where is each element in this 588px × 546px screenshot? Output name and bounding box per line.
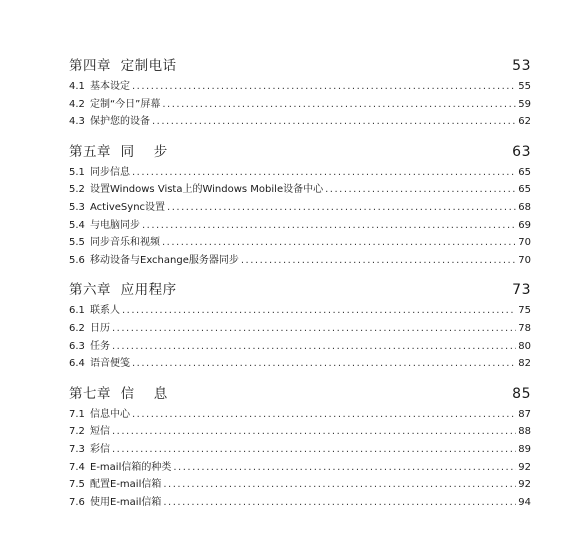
section-number: 4.2 [69, 98, 85, 110]
toc-entry[interactable] [69, 320, 531, 338]
chapter-heading[interactable] [69, 278, 531, 302]
section-number: 5.4 [69, 219, 85, 231]
section-title: 联系人 [90, 305, 120, 317]
dot-leader [132, 164, 516, 182]
section-page-number: 70 [518, 254, 531, 266]
chapter-title: 第六章 应用程序 [69, 282, 177, 299]
dot-leader [241, 252, 516, 270]
section-number: 4.3 [69, 116, 85, 128]
section-number: 6.3 [69, 340, 85, 352]
dot-leader [142, 217, 516, 235]
section-title: ActiveSync设置 [90, 201, 166, 213]
section-number: 6.1 [69, 305, 85, 317]
section-number: 6.4 [69, 358, 85, 370]
toc-entry[interactable] [69, 476, 531, 494]
section-number: 7.5 [69, 479, 85, 491]
section-title: 同步音乐和视频 [90, 237, 160, 249]
section-title: 短信 [90, 426, 110, 438]
section-page-number: 68 [518, 201, 531, 213]
dot-leader [162, 96, 516, 114]
section-title: 语音便笺 [90, 358, 130, 370]
chapter-title: 第四章 定制电话 [69, 58, 177, 74]
section-number: 5.3 [69, 201, 85, 213]
section-page-number: 87 [518, 408, 531, 420]
chapter-page-number: 73 [512, 282, 531, 299]
section-number: 5.2 [69, 184, 85, 196]
section-page-number: 75 [518, 305, 531, 317]
toc-entry[interactable] [69, 181, 531, 199]
section-page-number: 65 [518, 184, 531, 196]
section-page-number: 78 [518, 322, 531, 334]
dot-leader [163, 494, 516, 512]
section-title: 保护您的设备 [90, 116, 150, 128]
section-page-number: 70 [518, 237, 531, 249]
chapter-page-number: 53 [512, 58, 531, 74]
section-title: 配置E-mail信箱 [90, 479, 162, 491]
section-title: 基本设定 [90, 81, 130, 92]
section-number: 7.1 [69, 408, 85, 420]
section-title: 任务 [90, 340, 110, 352]
section-title: 彩信 [90, 443, 110, 455]
toc-entry[interactable] [69, 78, 531, 96]
section-number: 4.1 [69, 81, 85, 92]
section-title: 日历 [90, 322, 110, 334]
table-of-contents [69, 54, 531, 520]
chapter-heading[interactable] [69, 54, 531, 78]
toc-entry[interactable] [69, 252, 531, 270]
chapter-page-number: 63 [512, 143, 531, 160]
section-number: 5.1 [69, 166, 85, 178]
section-title: 使用E-mail信箱 [90, 496, 162, 508]
toc-entry[interactable] [69, 217, 531, 235]
toc-entry[interactable] [69, 113, 531, 131]
section-page-number: 89 [518, 443, 531, 455]
section-page-number: 55 [518, 81, 531, 92]
chapter-heading[interactable] [69, 382, 531, 406]
section-page-number: 62 [518, 116, 531, 128]
toc-entry[interactable] [69, 199, 531, 217]
section-number: 7.6 [69, 496, 85, 508]
section-title: E-mail信箱的种类 [90, 461, 172, 473]
toc-entry[interactable] [69, 459, 531, 477]
section-page-number: 82 [518, 358, 531, 370]
toc-entry[interactable] [69, 164, 531, 182]
toc-chapter-group [69, 140, 531, 270]
dot-leader [167, 199, 516, 217]
chapter-title: 第五章 同 步 [69, 143, 168, 160]
dot-leader [132, 406, 516, 424]
dot-leader [173, 459, 516, 477]
toc-chapter-group [69, 382, 531, 512]
dot-leader [122, 302, 516, 320]
section-page-number: 69 [518, 219, 531, 231]
section-number: 7.2 [69, 426, 85, 438]
dot-leader [112, 441, 516, 459]
section-title: 移动设备与Exchange服务器同步 [90, 254, 239, 266]
toc-entry[interactable] [69, 355, 531, 373]
toc-entry[interactable] [69, 234, 531, 252]
toc-entry[interactable] [69, 338, 531, 356]
toc-entry[interactable] [69, 423, 531, 441]
toc-entry[interactable] [69, 406, 531, 424]
section-title: 设置Windows Vista上的Windows Mobile设备中心 [90, 184, 324, 196]
dot-leader [112, 320, 516, 338]
section-title: 信息中心 [90, 408, 130, 420]
toc-chapter-group [69, 54, 531, 131]
toc-chapter-group [69, 278, 531, 372]
dot-leader [112, 338, 516, 356]
section-title: 与电脑同步 [90, 219, 140, 231]
dot-leader [325, 181, 516, 199]
section-number: 7.3 [69, 443, 85, 455]
dot-leader [162, 234, 516, 252]
dot-leader [132, 355, 516, 373]
section-number: 7.4 [69, 461, 85, 473]
section-number: 6.2 [69, 322, 85, 334]
section-page-number: 80 [518, 340, 531, 352]
section-title: 定制“今日”屏幕 [90, 98, 161, 110]
chapter-title: 第七章 信 息 [69, 385, 168, 402]
section-page-number: 92 [518, 461, 531, 473]
toc-entry[interactable] [69, 441, 531, 459]
section-title: 同步信息 [90, 166, 130, 178]
section-number: 5.5 [69, 237, 85, 249]
toc-entry[interactable] [69, 96, 531, 114]
dot-leader [112, 423, 516, 441]
section-number: 5.6 [69, 254, 85, 266]
toc-entry[interactable] [69, 302, 531, 320]
dot-leader [163, 476, 516, 494]
section-page-number: 88 [518, 426, 531, 438]
toc-entry[interactable] [69, 494, 531, 512]
chapter-heading[interactable] [69, 140, 531, 164]
section-page-number: 59 [518, 98, 531, 110]
section-page-number: 92 [518, 479, 531, 491]
chapter-page-number: 85 [512, 385, 531, 402]
section-page-number: 65 [518, 166, 531, 178]
section-page-number: 94 [518, 496, 531, 508]
dot-leader [132, 78, 516, 96]
dot-leader [152, 113, 516, 131]
